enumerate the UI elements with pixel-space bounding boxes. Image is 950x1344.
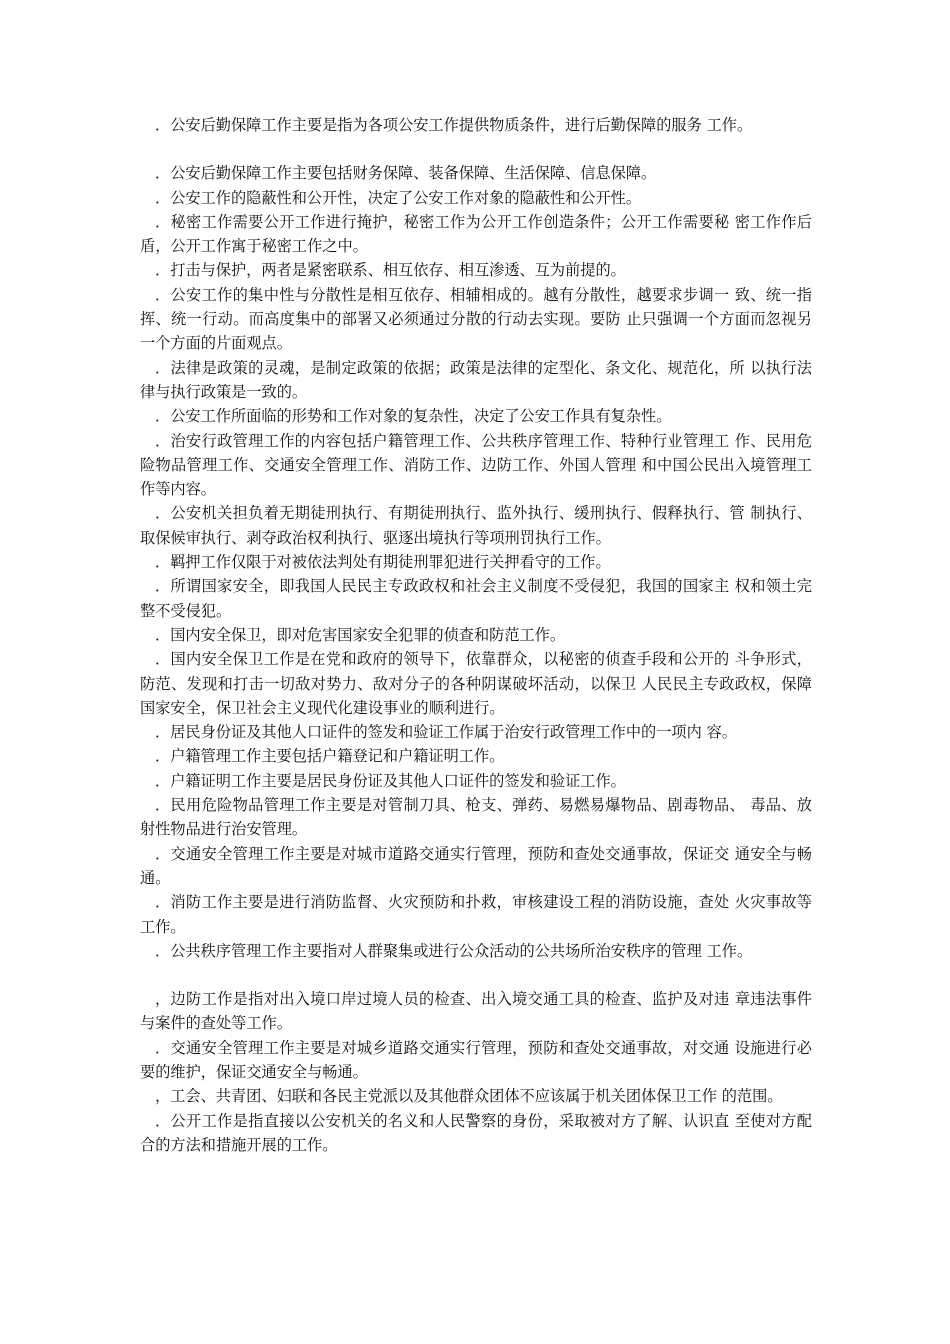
paragraph: ．公安后勤保障工作主要是指为各项公安工作提供物质条件，进行后勤保障的服务 工作。	[155, 116, 753, 134]
paragraph: ．公安工作的隐蔽性和公开性，决定了公安工作对象的隐蔽性和公开性。	[155, 188, 641, 207]
paragraph: ．治安行政管理工作的内容包括户籍管理工作、公共秩序管理工作、特种行业管理工 作、民用危险物品管理工作、交通安全管理工作、消防工作、边防工作、外国人管理 和中国公民出入境管理工作等内容。	[140, 431, 812, 499]
paragraph: ．所谓国家安全，即我国人民民主专政政权和社会主义制度不受侵犯，我国的国家主 权和领土完整不受侵犯。	[140, 577, 812, 620]
document-body	[140, 113, 812, 1157]
paragraph: ．居民身份证及其他人口证件的签发和验证工作属于治安行政管理工作中的一项内 容。	[155, 723, 737, 742]
paragraph: ．羁押工作仅限于对被依法判处有期徒刑罪犯进行关押看守的工作。	[155, 553, 611, 572]
paragraph: ．交通安全管理工作主要是对城市道路交通实行管理，预防和查处交通事故，保证交 通安全与畅通。	[140, 844, 812, 887]
paragraph: ．国内安全保卫工作是在党和政府的领导下，依靠群众，以秘密的侦查手段和公开的 斗争形式，防范、发现和打击一切敌对势力、敌对分子的各种阴谋破坏活动，以保卫 人民民主专政政权，保障国家安全，保卫社会主义现代化建设事业的顺利进行。	[140, 650, 812, 717]
paragraph: ．法律是政策的灵魂，是制定政策的依据；政策是法律的定型化、条文化、规范化，所 以执行法律与执行政策是一致的。	[140, 358, 812, 401]
paragraph: ．打击与保护，两者是紧密联系、相互依存、相互渗透、互为前提的。	[155, 261, 626, 280]
paragraph: ．公共秩序管理工作主要指对人群聚集或进行公众活动的公共场所治安秩序的管理 工作。	[155, 941, 753, 960]
paragraph: ．秘密工作需要公开工作进行掩护，秘密工作为公开工作创造条件；公开工作需要秘 密工作作后盾，公开工作寓于秘密工作之中。	[140, 212, 812, 256]
paragraph: ，边防工作是指对出入境口岸过境人员的检查、出入境交通工具的检查、监护及对违 章违法事件与案件的查处等工作。	[140, 990, 812, 1033]
paragraph: ．民用危险物品管理工作主要是对管制刀具、枪支、弹药、易燃易爆物品、剧毒物品、 毒品、放射性物品进行治安管理。	[140, 796, 812, 839]
paragraph: ．户籍证明工作主要是居民身份证及其他人口证件的签发和验证工作。	[155, 771, 626, 790]
paragraph: ．公安工作所面临的形势和工作对象的复杂性，决定了公安工作具有复杂性。	[155, 407, 672, 426]
paragraph: ，工会、共青团、妇联和各民主党派以及其他群众团体不应该属于机关团体保卫工作 的范围。	[155, 1087, 783, 1106]
paragraph: ．公安机关担负着无期徒刑执行、有期徒刑执行、监外执行、缓刑执行、假释执行、管 制执行、取保候审执行、剥夺政治权利执行、驱逐出境执行等项刑罚执行工作。	[140, 504, 812, 547]
paragraph: ．户籍管理工作主要包括户籍登记和户籍证明工作。	[155, 747, 505, 766]
paragraph: ．消防工作主要是进行消防监督、火灾预防和扑救，审核建设工程的消防设施，查处 火灾事故等工作。	[140, 893, 812, 936]
paragraph: ．公安工作的集中性与分散性是相互依存、相辅相成的。越有分散性，越要求步调一 致、统一指挥、统一行动。而高度集中的部署又必须通过分散的行动去实现。要防 止只强调一个方面而忽视另一个方面的片面观点。	[140, 285, 812, 353]
paragraph: ．公开工作是指直接以公安机关的名义和人民警察的身份，采取被对方了解、认识直 至使对方配合的方法和措施开展的工作。	[140, 1111, 812, 1154]
paragraph: ．国内安全保卫，即对危害国家安全犯罪的侦查和防范工作。	[155, 625, 566, 644]
paragraph: ．公安后勤保障工作主要包括财务保障、装备保障、生活保障、信息保障。	[155, 164, 657, 183]
paragraph: ．交通安全管理工作主要是对城乡道路交通实行管理，预防和查处交通事故，对交通 设施进行必要的维护，保证交通安全与畅通。	[140, 1038, 812, 1081]
